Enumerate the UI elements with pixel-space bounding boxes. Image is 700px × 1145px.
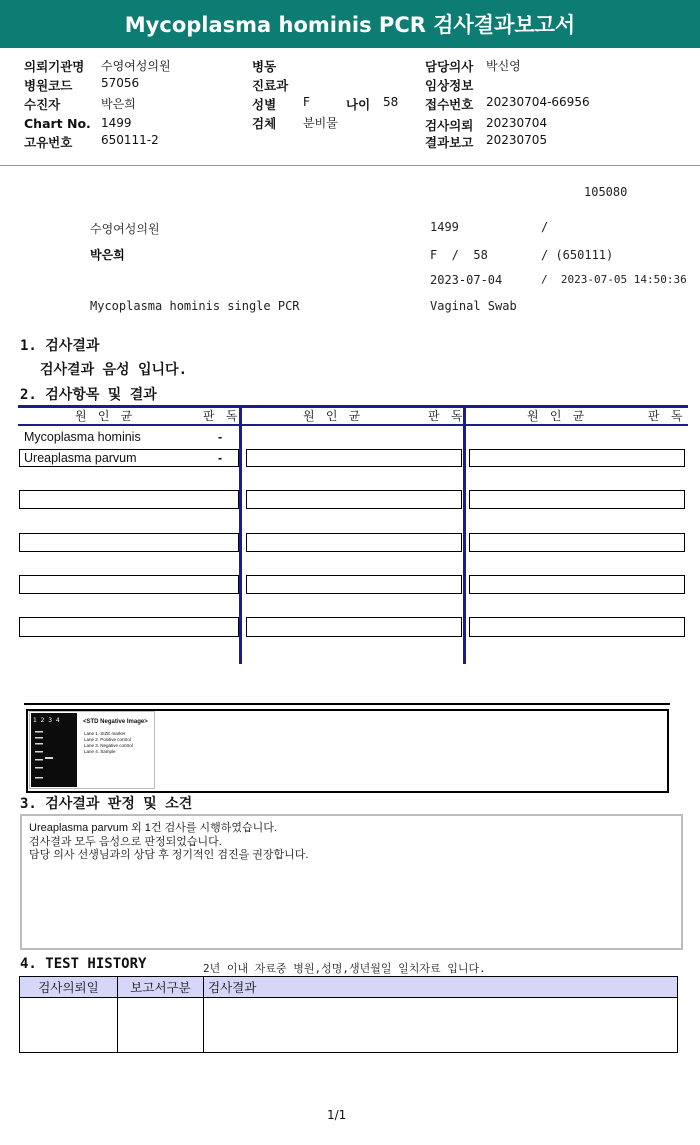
receipt-no-value: 20230704-66956 — [486, 95, 590, 109]
section2-title: 2. 검사항목 및 결과 — [20, 387, 157, 403]
pathogen-name: Ureaplasma parvum — [24, 451, 137, 465]
sex-label: 성별 — [252, 97, 277, 112]
hospital-code-value: 57056 — [101, 76, 140, 90]
sex-value: F — [303, 95, 310, 109]
history-col-request-date: 검사의뢰일 — [20, 977, 118, 998]
history-cell — [20, 998, 118, 1053]
summary-request-date: 2023-07-04 — [430, 273, 503, 287]
section3-title: 3. 검사결과 판정 및 소견 — [20, 796, 193, 812]
ward-label: 병동 — [252, 59, 277, 74]
history-note: 2년 이내 자료중 병원,성명,생년월일 일치자료 입니다. — [203, 962, 486, 975]
result-cell — [246, 449, 462, 467]
gel-legend-item: Lane 4. Sample — [84, 749, 116, 754]
gel-legend-item: Lane 3. Negative control — [84, 743, 133, 748]
hospital-value: 수영여성의원 — [101, 59, 171, 73]
dept-label: 진료과 — [252, 78, 289, 93]
doctor-value: 박신영 — [486, 59, 521, 73]
result-cell — [19, 533, 239, 552]
gel-bands-icon — [31, 713, 77, 787]
history-header-row — [20, 977, 678, 998]
history-table — [19, 976, 678, 1053]
opinion-box — [20, 814, 683, 950]
summary-patient: 박은희 — [90, 248, 125, 262]
result-cell — [246, 533, 462, 552]
hospital-code-label: 병원코드 — [24, 78, 73, 93]
summary-chart: 1499 — [430, 220, 459, 234]
gel-legend-item: Lane 1. SIZE marker — [84, 731, 126, 736]
summary-report-datetime: / 2023-07-05 14:50:36 — [541, 273, 687, 286]
section1-result: 검사결과 음성 입니다. — [40, 362, 188, 378]
receipt-no-label: 접수번호 — [425, 97, 474, 112]
section4-title: 4. TEST HISTORY — [20, 956, 147, 972]
pathogen-result: - — [218, 451, 223, 465]
opinion-line: Ureaplasma parvum 외 1건 검사를 시행하였습니다. — [29, 822, 277, 834]
gel-photo — [31, 713, 77, 787]
chart-no-label: Chart No. — [24, 116, 91, 131]
pathogen-result: - — [218, 430, 223, 444]
gel-heading: <STD Negative Image> — [83, 719, 148, 725]
patient-value: 박은희 — [101, 97, 136, 111]
gel-legend-item: Lane 2. Positive control — [84, 737, 131, 742]
hospital-label: 의뢰기관명 — [24, 59, 85, 74]
unique-id-label: 고유번호 — [24, 135, 73, 150]
gel-section-rule — [24, 703, 670, 705]
section1-title: 1. 검사결과 — [20, 338, 100, 354]
page-number: 1/1 — [327, 1108, 347, 1122]
result-cell — [19, 617, 239, 637]
col2-pathogen-header: 원 인 균 — [303, 409, 363, 423]
patient-label: 수진자 — [24, 97, 61, 112]
col1-pathogen-header: 원 인 균 — [75, 409, 135, 423]
result-cell — [469, 533, 685, 552]
col3-pathogen-header: 원 인 균 — [527, 409, 587, 423]
age-label: 나이 — [346, 97, 371, 112]
col2-result-header: 판 독 — [428, 409, 465, 423]
result-cell — [19, 575, 239, 594]
unique-id-value: 650111-2 — [101, 133, 159, 147]
report-date-label: 결과보고 — [425, 135, 474, 150]
results-table-header-rule — [18, 424, 688, 426]
opinion-text — [29, 822, 308, 863]
chart-no-value: 1499 — [101, 116, 132, 130]
history-cell — [204, 998, 678, 1053]
report-date-value: 20230705 — [486, 133, 548, 147]
result-cell — [246, 617, 462, 637]
summary-hospital: 수영여성의원 — [90, 222, 160, 236]
results-col-divider-1 — [239, 405, 242, 664]
request-date-value: 20230704 — [486, 116, 548, 130]
history-col-result: 검사결과 — [204, 977, 678, 998]
specimen-label: 검체 — [252, 116, 277, 131]
result-cell — [19, 490, 239, 509]
result-cell — [246, 575, 462, 594]
opinion-line: 검사결과 모두 음성으로 판정되었습니다. — [29, 835, 222, 848]
clinical-info-label: 임상정보 — [425, 78, 474, 93]
request-date-label: 검사의뢰 — [425, 118, 474, 133]
col3-result-header: 판 독 — [648, 409, 685, 423]
history-cell — [118, 998, 204, 1053]
summary-code: 105080 — [584, 185, 628, 199]
specimen-value: 분비물 — [303, 116, 338, 130]
summary-slash: / — [541, 220, 549, 234]
result-cell — [246, 490, 462, 509]
summary-birth: / (650111) — [541, 248, 614, 262]
report-title: Mycoplasma hominis PCR 검사결과보고서 — [0, 0, 700, 48]
result-cell — [469, 490, 685, 509]
pathogen-name: Mycoplasma hominis — [24, 430, 141, 444]
summary-sex-age: F / 58 — [430, 248, 488, 262]
header-divider — [0, 165, 700, 166]
doctor-label: 담당의사 — [425, 59, 474, 74]
history-col-report-type: 보고서구분 — [118, 977, 204, 998]
result-cell — [469, 449, 685, 467]
results-col-divider-2 — [463, 405, 466, 664]
result-cell — [469, 575, 685, 594]
history-row — [20, 998, 678, 1053]
gel-lane-numbers: 1 2 3 4 — [33, 717, 60, 724]
result-cell — [469, 617, 685, 637]
opinion-line: 담당 의사 선생님과의 상담 후 정기적인 검진을 권장합니다. — [29, 849, 309, 861]
gel-legend — [84, 731, 133, 755]
summary-specimen: Vaginal Swab — [430, 299, 517, 313]
age-value: 58 — [383, 95, 399, 109]
col1-result-header: 판 독 — [203, 409, 240, 423]
summary-test-name: Mycoplasma hominis single PCR — [90, 299, 300, 313]
